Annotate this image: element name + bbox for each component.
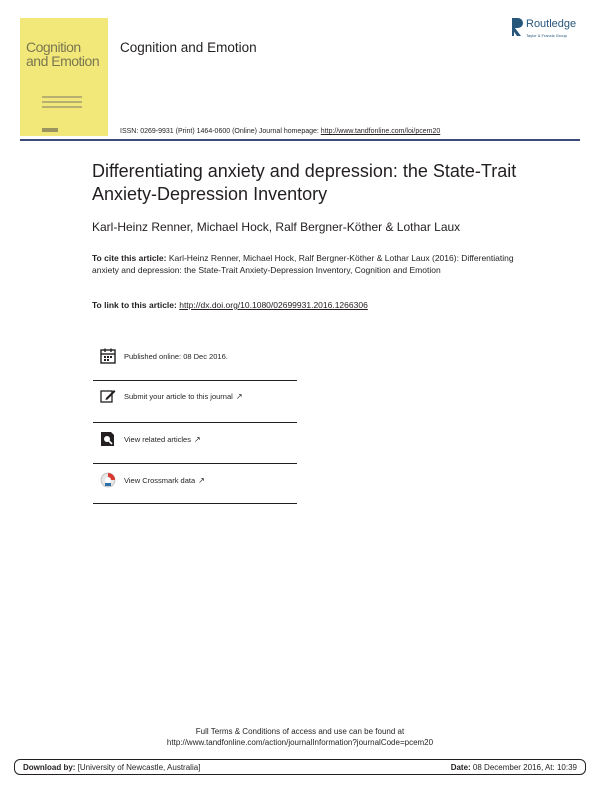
cover-title-line1: Cognition	[26, 39, 81, 55]
calendar-icon	[100, 348, 116, 364]
cover-decoration	[42, 96, 82, 111]
divider	[93, 380, 297, 381]
citation-label: To cite this article:	[92, 253, 167, 263]
published-online-text: Published online: 08 Dec 2016.	[124, 352, 228, 361]
external-link-icon: ↗	[198, 476, 205, 485]
publisher-name: Routledge	[526, 18, 577, 30]
header-rule	[20, 139, 580, 141]
download-date-label: Date:	[450, 763, 471, 772]
issn-text: ISSN: 0269-9931 (Print) 1464-0600 (Online) Journal homepage:	[120, 128, 321, 135]
related-articles-icon	[100, 431, 116, 447]
article-title: Differentiating anxiety and depression: the State-Trait Anxiety-Depression Inventory	[92, 161, 517, 204]
downloaded-by-value: [University of Newcastle, Australia]	[75, 763, 201, 772]
divider	[93, 463, 297, 464]
journal-homepage-link[interactable]: http://www.tandfonline.com/loi/pcem20	[320, 128, 441, 135]
article-link-block	[92, 300, 368, 310]
cover-title-line2: and Emotion	[26, 53, 100, 69]
download-date-value: 08 December 2016, At: 10:39	[470, 763, 577, 772]
divider	[93, 422, 297, 423]
crossmark-icon	[100, 472, 116, 488]
link-label: To link to this article:	[92, 300, 180, 310]
journal-cover-image	[20, 18, 108, 136]
terms-notice	[0, 726, 600, 748]
cover-publisher-mark	[42, 128, 58, 132]
related-articles-label: View related articles	[124, 435, 191, 444]
doi-link[interactable]: http://dx.doi.org/10.1080/02699931.2016.1266306	[179, 300, 368, 310]
divider	[93, 503, 297, 504]
crossmark-label: View Crossmark data	[124, 476, 196, 485]
downloaded-by-label: Download by:	[23, 763, 76, 772]
edit-icon	[100, 388, 116, 404]
issn-line	[120, 128, 440, 135]
journal-title: Cognition and Emotion	[120, 40, 257, 55]
terms-text: Full Terms & Conditions of access and use can be found at	[195, 727, 405, 736]
terms-link[interactable]: http://www.tandfonline.com/action/journalInformation?journalCode=pcem20	[166, 738, 434, 747]
submit-article-label: Submit your article to this journal	[124, 392, 233, 401]
download-info-bar	[14, 759, 586, 775]
external-link-icon: ↗	[193, 435, 201, 444]
publisher-subtitle: Taylor & Francis Group	[526, 33, 567, 38]
routledge-logo-icon	[510, 17, 524, 37]
citation-text: Karl-Heinz Renner, Michael Hock, Ralf Bergner-Köther & Lothar Laux (2016): Differentiating anxiety and depression: the State-Trait Anxiety-Depression Inventory, Cognition and Emotion	[92, 253, 514, 275]
citation-block	[92, 252, 522, 276]
external-link-icon: ↗	[235, 392, 243, 401]
article-authors: Karl-Heinz Renner, Michael Hock, Ralf Bergner-Köther & Lothar Laux	[92, 220, 461, 234]
